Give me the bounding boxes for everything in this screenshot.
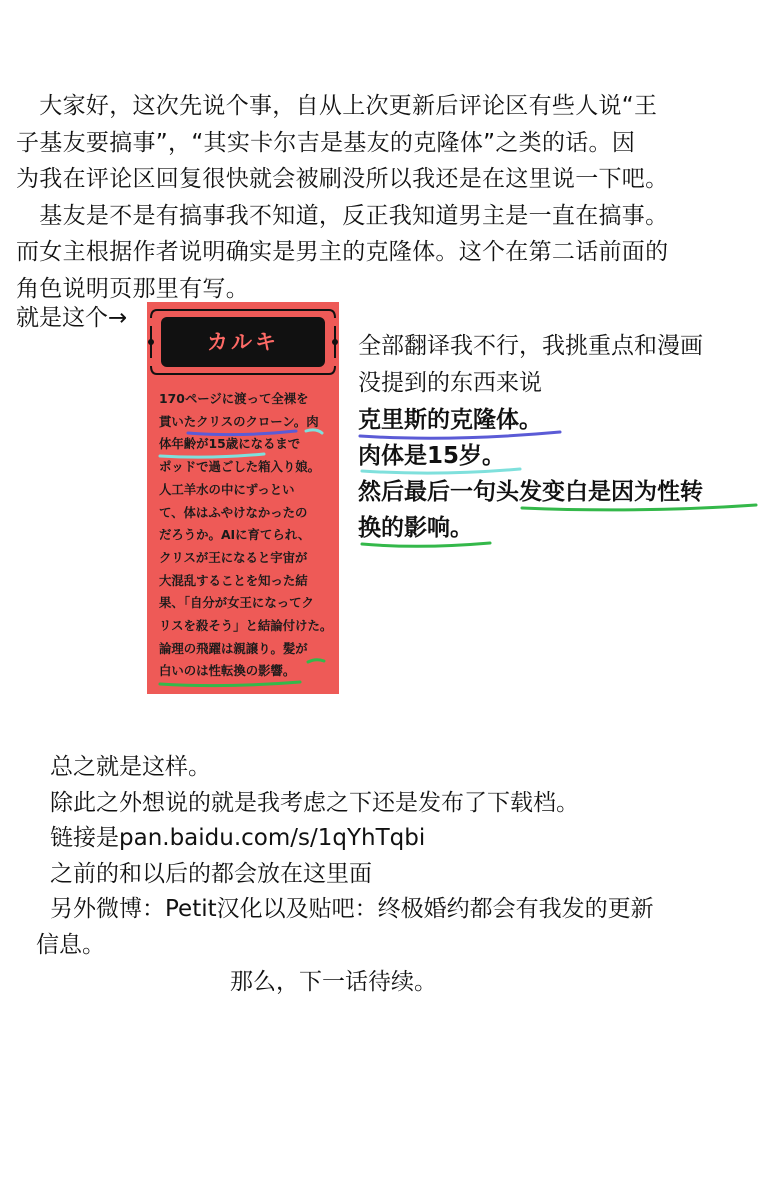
download-link-line: 链接是pan.baidu.com/s/1qYhTqbi [50, 825, 426, 851]
note-highlight-line: 克里斯的克隆体。 [358, 407, 542, 433]
card-description [159, 388, 333, 683]
translator-note [358, 328, 758, 546]
note-highlight-line: 然后最后一句头发变白是因为性转 [358, 479, 703, 505]
intro-line: 子基友要搞事”，“其实卡尔吉是基友的克隆体”之类的话。因 [16, 129, 636, 156]
note-line: 没提到的东西来说 [358, 370, 542, 396]
intro-line: 基友是不是有搞事我不知道，反正我知道男主是一直在搞事。 [16, 202, 669, 229]
card-line: 体年齢が15歳になるまで [159, 436, 301, 452]
pointer-text: 就是这个→ [16, 305, 128, 331]
outro-line: 信息。 [36, 931, 105, 958]
card-line: 論理の飛躍は親譲り。髪が [159, 640, 308, 656]
card-line: 果、「自分が女王になってク [159, 595, 314, 611]
closing-line: 那么，下一话待续。 [230, 969, 437, 995]
closing-paragraph [36, 750, 756, 963]
intro-paragraph [16, 88, 760, 307]
outro-line: 之前的和以后的都会放在这里面 [50, 860, 372, 887]
character-card [147, 302, 339, 694]
intro-line: 角色说明页那里有写。 [16, 275, 249, 302]
outro-line: 另外微博：Petit汉化以及贴吧：终极婚约都会有我发的更新 [50, 896, 654, 922]
intro-line: 为我在评论区回复很快就会被刷没所以我还是在这里说一下吧。 [16, 166, 669, 192]
card-line: 白いのは性転換の影響。 [159, 663, 296, 679]
note-highlight-line: 肉体是15岁。 [358, 443, 506, 469]
card-line: 170ページに渡って全裸を [159, 391, 309, 406]
card-line: だろうか。AIに育てられ、 [159, 527, 311, 543]
intro-line: 而女主根据作者说明确实是男主的克隆体。这个在第二话前面的 [16, 239, 669, 265]
card-line: 大混乱することを知った結 [159, 572, 308, 588]
intro-line: 大家好，这次先说个事，自从上次更新后评论区有些人说“王 [16, 93, 658, 119]
card-line: ポッドで過ごした箱入り娘。 [159, 459, 321, 475]
note-line: 全部翻译我不行，我挑重点和漫画 [358, 333, 703, 359]
card-line: クリスが王になると宇宙が [159, 549, 308, 565]
outro-line: 总之就是这样。 [50, 754, 211, 780]
outro-line: 除此之外想说的就是我考虑之下还是发布了下载档。 [50, 789, 579, 816]
card-line: て、体はふやけなかったの [159, 504, 308, 520]
card-line: 人工羊水の中にずっとい [159, 481, 295, 497]
card-line: リスを殺そう」と結論付けた。 [159, 618, 333, 634]
card-line: 貫いたクリスのクローン。肉 [159, 413, 319, 429]
note-highlight-line: 换的影响。 [358, 515, 473, 541]
card-title: カルキ [207, 330, 279, 354]
